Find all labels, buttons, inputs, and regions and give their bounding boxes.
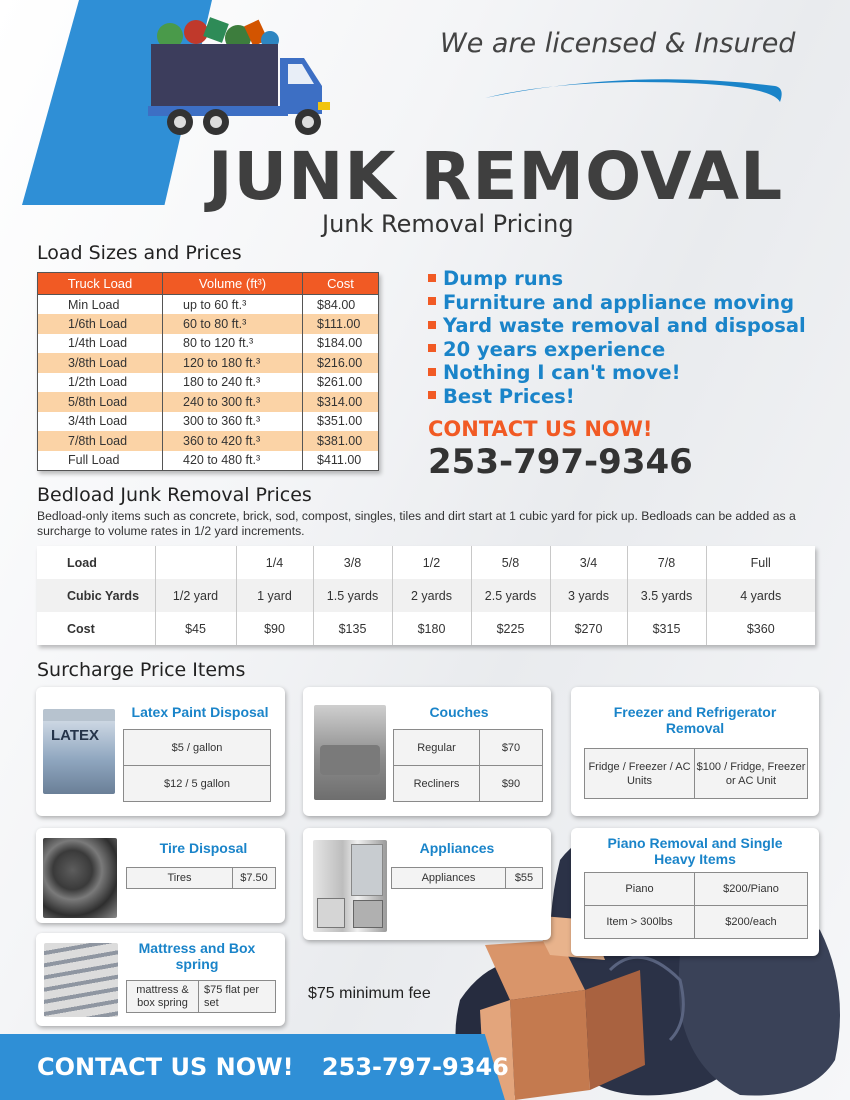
price-table <box>391 867 543 889</box>
footer-contact <box>37 1053 529 1081</box>
cell: $70 <box>480 730 543 766</box>
card-title: Freezer and Refrigerator Removal <box>613 704 777 736</box>
table-row <box>585 873 808 906</box>
cell: Min Load <box>38 295 163 315</box>
list-item <box>428 385 806 409</box>
cell: 420 to 480 ft.³ <box>163 451 303 471</box>
cell: 1/6th Load <box>38 314 163 334</box>
cell: $315 <box>627 612 706 645</box>
cell: $225 <box>471 612 550 645</box>
cell: Full <box>706 546 815 579</box>
cell: $180 <box>392 612 471 645</box>
cell: up to 60 ft.³ <box>163 295 303 315</box>
col-header-volume: Volume (ft³) <box>163 273 303 295</box>
card-title: Piano Removal and Single Heavy Items <box>607 835 783 867</box>
table-row <box>38 295 379 315</box>
paint-can-image <box>43 709 115 794</box>
cell: $90 <box>236 612 313 645</box>
cell: 2.5 yards <box>471 579 550 612</box>
cell: mattress & box spring <box>127 981 199 1013</box>
table-row <box>38 451 379 471</box>
cell: $216.00 <box>303 353 379 373</box>
cell: 1/4 <box>236 546 313 579</box>
services-list <box>428 267 806 409</box>
cell: 5/8th Load <box>38 392 163 412</box>
price-table <box>584 872 808 939</box>
bedload-heading: Bedload Junk Removal Prices <box>37 484 312 506</box>
price-table <box>393 729 543 802</box>
table-row <box>38 412 379 432</box>
mattress-image <box>44 943 118 1017</box>
table-row <box>38 314 379 334</box>
card-title: Couches <box>429 704 489 720</box>
cell: Regular <box>394 730 480 766</box>
cell: $200/each <box>695 906 808 939</box>
cell: 3.5 yards <box>627 579 706 612</box>
tires-image <box>43 838 117 918</box>
service-label: Dump runs <box>443 267 564 290</box>
cell: Recliners <box>394 766 480 802</box>
appliances-card <box>303 828 551 940</box>
bullet-square-icon <box>428 391 436 399</box>
load-sizes-heading: Load Sizes and Prices <box>37 242 242 264</box>
cell: 3/8 <box>313 546 392 579</box>
cell: Tires <box>127 868 233 889</box>
swoosh-decoration <box>480 68 790 108</box>
table-row <box>124 766 271 802</box>
page-subtitle: Junk Removal Pricing <box>322 210 574 238</box>
cell: $261.00 <box>303 373 379 393</box>
service-label: Yard waste removal and disposal <box>443 314 806 338</box>
service-label: Nothing I can't move! <box>443 361 681 385</box>
card-title: Mattress and Box spring <box>138 940 256 972</box>
table-row <box>585 749 808 799</box>
cell: 5/8 <box>471 546 550 579</box>
cell: $200/Piano <box>695 873 808 906</box>
cell: $135 <box>313 612 392 645</box>
table-row <box>394 730 543 766</box>
cell: 3/8th Load <box>38 353 163 373</box>
table-row <box>37 546 815 579</box>
price-table <box>126 867 276 889</box>
cell: $314.00 <box>303 392 379 412</box>
row-label: Cost <box>67 621 95 636</box>
cell: $184.00 <box>303 334 379 354</box>
cell: $360 <box>706 612 815 645</box>
table-row <box>38 334 379 354</box>
footer-phone[interactable]: 253-797-9346 <box>321 1053 509 1081</box>
phone-number[interactable]: 253-797-9346 <box>428 442 693 482</box>
freezer-card <box>571 687 819 816</box>
couch-image <box>314 705 386 800</box>
card-title: Appliances <box>419 840 495 856</box>
footer-cta: CONTACT US NOW! <box>37 1053 294 1081</box>
cell: $411.00 <box>303 451 379 471</box>
surcharge-heading: Surcharge Price Items <box>37 659 246 681</box>
appliances-image <box>313 840 387 932</box>
cell: Piano <box>585 873 695 906</box>
cell: 2 yards <box>392 579 471 612</box>
list-item <box>428 361 806 385</box>
cell: $100 / Fridge, Freezer or AC Unit <box>695 749 808 799</box>
bullet-square-icon <box>428 274 436 282</box>
table-row <box>38 373 379 393</box>
cell: 1 yard <box>236 579 313 612</box>
load-sizes-table <box>37 272 379 471</box>
minimum-fee: $75 minimum fee <box>308 985 431 1002</box>
cell: 1/2 yard <box>155 579 236 612</box>
table-row <box>38 353 379 373</box>
col-header-cost: Cost <box>303 273 379 295</box>
latex-paint-card <box>36 687 285 816</box>
cell: 4 yards <box>706 579 815 612</box>
list-item <box>428 291 806 315</box>
cell: 3/4th Load <box>38 412 163 432</box>
cell: $111.00 <box>303 314 379 334</box>
cell: Item > 300lbs <box>585 906 695 939</box>
cell: 180 to 240 ft.³ <box>163 373 303 393</box>
service-label: 20 years experience <box>443 337 666 361</box>
cell: Full Load <box>38 451 163 471</box>
contact-cta: CONTACT US NOW! <box>428 417 653 441</box>
col-header-truck-load: Truck Load <box>38 273 163 295</box>
service-label: Furniture and appliance moving <box>443 290 795 314</box>
cell: 1/2th Load <box>38 373 163 393</box>
cell: $90 <box>480 766 543 802</box>
junk-truck-icon <box>148 14 338 140</box>
cell: 3 yards <box>550 579 627 612</box>
piano-card <box>571 828 819 956</box>
bullet-square-icon <box>428 344 436 352</box>
table-row <box>38 431 379 451</box>
cell: $45 <box>155 612 236 645</box>
paint-can-label: LATEX <box>51 727 100 744</box>
cell: 3/4 <box>550 546 627 579</box>
row-label: Cubic Yards <box>37 579 155 612</box>
cell: $75 flat per set <box>199 981 276 1013</box>
cell <box>155 546 236 579</box>
cell: 1.5 yards <box>313 579 392 612</box>
table-row <box>127 981 276 1013</box>
cell: $7.50 <box>233 868 276 889</box>
bullet-square-icon <box>428 297 436 305</box>
bedload-table <box>37 546 815 645</box>
cell: 240 to 300 ft.³ <box>163 392 303 412</box>
cell: $55 <box>506 868 543 889</box>
bullet-square-icon <box>428 321 436 329</box>
cell: 1/4th Load <box>38 334 163 354</box>
table-row <box>392 868 543 889</box>
list-item <box>428 267 806 291</box>
row-label: Load <box>67 555 97 570</box>
cell: Fridge / Freezer / AC Units <box>585 749 695 799</box>
cell: $381.00 <box>303 431 379 451</box>
cell: $270 <box>550 612 627 645</box>
cell: $5 / gallon <box>124 730 271 766</box>
page-title: JUNK REMOVAL <box>208 138 784 215</box>
tagline: We are licensed & Insured <box>440 28 796 59</box>
cell: 7/8th Load <box>38 431 163 451</box>
tire-card <box>36 828 285 923</box>
cell: 1/2 <box>392 546 471 579</box>
table-row <box>37 612 815 645</box>
list-item <box>428 314 806 338</box>
cell: 80 to 120 ft.³ <box>163 334 303 354</box>
table-row <box>124 730 271 766</box>
price-table <box>123 729 271 802</box>
price-table <box>126 980 276 1013</box>
table-row <box>127 868 276 889</box>
cell: 120 to 180 ft.³ <box>163 353 303 373</box>
cell: Appliances <box>392 868 506 889</box>
card-title: Latex Paint Disposal <box>131 704 269 720</box>
cell: 60 to 80 ft.³ <box>163 314 303 334</box>
couches-card <box>303 687 551 816</box>
card-title: Tire Disposal <box>159 840 248 856</box>
list-item <box>428 338 806 362</box>
mattress-card <box>36 933 285 1026</box>
bedload-note: Bedload-only items such as concrete, brick, sod, compost, singles, tiles and dirt start at 1 cubic yard for pick up. Bedloads can be added as a surcharge to volume rates in 1/2 yard increments. <box>37 509 796 538</box>
bullet-square-icon <box>428 368 436 376</box>
cell: 360 to 420 ft.³ <box>163 431 303 451</box>
table-row <box>38 392 379 412</box>
cell: 300 to 360 ft.³ <box>163 412 303 432</box>
table-row <box>585 906 808 939</box>
cell: $12 / 5 gallon <box>124 766 271 802</box>
table-row <box>394 766 543 802</box>
cell: 7/8 <box>627 546 706 579</box>
price-table <box>584 748 808 799</box>
service-label: Best Prices! <box>443 384 575 408</box>
cell: $84.00 <box>303 295 379 315</box>
table-row <box>37 579 815 612</box>
cell: $351.00 <box>303 412 379 432</box>
